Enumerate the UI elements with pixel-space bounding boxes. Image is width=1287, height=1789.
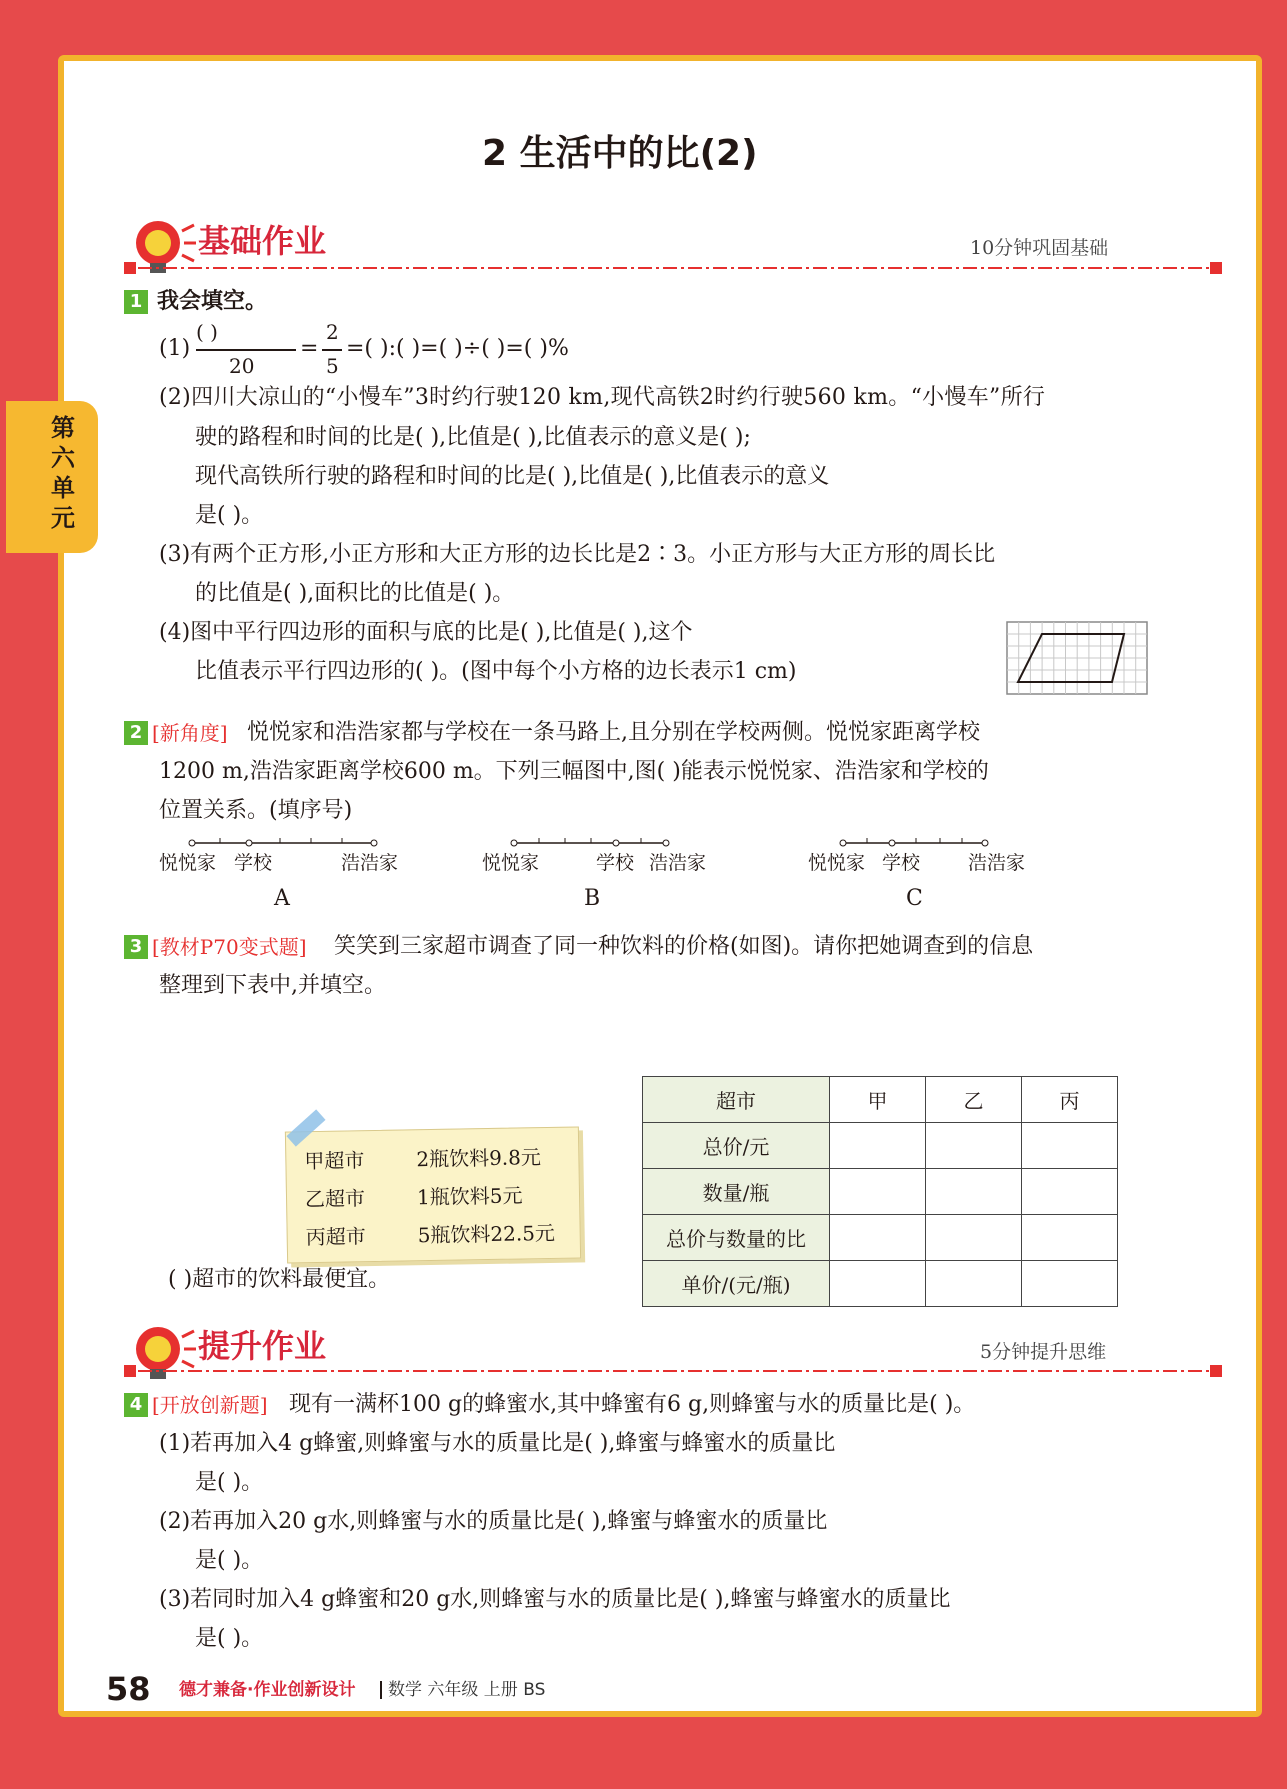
footer-divider xyxy=(380,1681,382,1699)
section-basic-title: 基础作业 xyxy=(198,222,327,260)
q1-part1-fraction2-denominator: 5 xyxy=(326,354,339,378)
table-row xyxy=(643,1215,1118,1261)
footer-brand: 德才兼备·作业创新设计 xyxy=(179,1680,356,1700)
table-answer-cell[interactable] xyxy=(926,1123,1022,1169)
unit-tab xyxy=(6,401,98,553)
question-4-tag: [开放创新题] xyxy=(152,1393,268,1417)
q4-part2-line1: (2)若再加入20 g水,则蜂蜜与水的质量比是( ),蜂蜜与蜂蜜水的质量比 xyxy=(159,1509,828,1534)
q4-part3-line1: (3)若同时加入4 g蜂蜜和20 g水,则蜂蜜与水的质量比是( ),蜂蜜与蜂蜜水的质量比 xyxy=(159,1587,951,1612)
question-3-tag: [教材P70变式题] xyxy=(152,935,307,959)
question-1-heading: 我会填空。 xyxy=(157,289,268,314)
q1-part1-fraction1-numerator: ( ) xyxy=(196,320,218,344)
unit-tab-label: 第六单元 xyxy=(51,414,75,532)
section-basic-divider xyxy=(124,261,1228,275)
diagram-b-label-school: 学校 xyxy=(596,852,635,874)
question-3-line2: 整理到下表中,并填空。 xyxy=(159,973,386,998)
table-row xyxy=(643,1261,1118,1307)
q1-part2-line3: 现代高铁所行驶的路程和时间的比是( ),比值是( ),比值表示的意义 xyxy=(195,464,830,489)
q1-part3-line1: (3)有两个正方形,小正方形和大正方形的边长比是2∶3。小正方形与大正方形的周长比 xyxy=(159,542,996,567)
q1-part3-line2: 的比值是( ),面积比的比值是( )。 xyxy=(195,581,515,606)
question-2-line2: 1200 m,浩浩家距离学校600 m。下列三幅图中,图( )能表示悦悦家、浩浩家和学校的 xyxy=(159,759,989,784)
supermarket-price-table xyxy=(642,1076,1118,1307)
section-advanced-divider xyxy=(124,1364,1228,1378)
q4-part1-line2: 是( )。 xyxy=(195,1470,264,1495)
question-4-number: 4 xyxy=(124,1393,148,1417)
question-2-tag: [新角度] xyxy=(152,721,228,745)
diagram-a-label-school: 学校 xyxy=(234,852,273,874)
q1-part2-line4: 是( )。 xyxy=(195,503,264,528)
table-row-label: 总价/元 xyxy=(643,1123,830,1169)
diagram-c-label-haohao: 浩浩家 xyxy=(968,852,1026,874)
table-row-label: 单价/(元/瓶) xyxy=(643,1261,830,1307)
diagram-a-label-haohao: 浩浩家 xyxy=(341,852,399,874)
note-row-2-store: 乙超市 xyxy=(304,1186,366,1212)
table-header-cell: 丙 xyxy=(1022,1077,1118,1123)
section-advanced-note: 5分钟提升思维 xyxy=(980,1341,1107,1363)
note-row-1-info: 2瓶饮料9.8元 xyxy=(416,1145,542,1172)
diagram-b-label-haohao: 浩浩家 xyxy=(649,852,707,874)
question-3-number: 3 xyxy=(124,935,148,959)
diagram-a-letter: A xyxy=(274,886,290,911)
table-header-cell: 超市 xyxy=(643,1077,830,1123)
table-row-label: 总价与数量的比 xyxy=(643,1215,830,1261)
table-row-label: 数量/瓶 xyxy=(643,1169,830,1215)
q4-part3-line2: 是( )。 xyxy=(195,1626,264,1651)
question-4-line1: 现有一满杯100 g的蜂蜜水,其中蜂蜜有6 g,则蜂蜜与水的质量比是( )。 xyxy=(289,1392,976,1417)
page-number: 58 xyxy=(106,1670,151,1708)
table-answer-cell[interactable] xyxy=(830,1215,926,1261)
q1-part1-label: (1) xyxy=(159,336,191,361)
diagram-b-label-yueyue: 悦悦家 xyxy=(482,852,540,874)
parallelogram-grid-figure xyxy=(1006,621,1148,695)
note-row-2-info: 1瓶饮料5元 xyxy=(416,1183,523,1210)
question-2-number: 2 xyxy=(124,721,148,745)
note-row-3-store: 丙超市 xyxy=(305,1224,366,1250)
q1-part2-line2: 驶的路程和时间的比是( ),比值是( ),比值表示的意义是( ); xyxy=(195,425,751,450)
note-row-1-store: 甲超市 xyxy=(304,1148,365,1174)
table-answer-cell[interactable] xyxy=(926,1261,1022,1307)
q1-part4-line1: (4)图中平行四边形的面积与底的比是( ),比值是( ),这个 xyxy=(159,620,693,645)
diagram-c-label-school: 学校 xyxy=(882,852,921,874)
q1-part2-line1: (2)四川大凉山的“小慢车”3时约行驶120 km,现代高铁2时约行驶560 km。“小慢车”所行 xyxy=(159,385,1046,410)
table-answer-cell[interactable] xyxy=(926,1169,1022,1215)
table-answer-cell[interactable] xyxy=(1022,1261,1118,1307)
q1-part1-equals: = xyxy=(300,336,319,361)
workbook-page xyxy=(51,55,1262,1717)
question-1-number: 1 xyxy=(124,290,148,314)
question-2-line1: 悦悦家和浩浩家都与学校在一条马路上,且分别在学校两侧。悦悦家距离学校 xyxy=(247,720,980,745)
diagram-c-letter: C xyxy=(906,886,923,911)
table-answer-cell[interactable] xyxy=(830,1169,926,1215)
diagram-a-label-yueyue: 悦悦家 xyxy=(159,852,217,874)
question-3-line1: 笑笑到三家超市调查了同一种饮料的价格(如图)。请你把她调查到的信息 xyxy=(334,934,1034,959)
question-3-answer-line: ( )超市的饮料最便宜。 xyxy=(168,1267,391,1292)
question-2-line3: 位置关系。(填序号) xyxy=(159,798,353,823)
table-answer-cell[interactable] xyxy=(1022,1215,1118,1261)
q1-part1-fraction1-denominator: 20 xyxy=(229,354,255,378)
table-answer-cell[interactable] xyxy=(926,1215,1022,1261)
table-answer-cell[interactable] xyxy=(830,1123,926,1169)
diagram-b-letter: B xyxy=(584,886,601,911)
diagram-c-label-yueyue: 悦悦家 xyxy=(808,852,866,874)
q1-part1-fraction2-numerator: 2 xyxy=(326,320,339,344)
table-answer-cell[interactable] xyxy=(830,1261,926,1307)
footer-subject: 数学 六年级 上册 BS xyxy=(388,1680,546,1700)
table-row xyxy=(643,1169,1118,1215)
q4-part1-line1: (1)若再加入4 g蜂蜜,则蜂蜜与水的质量比是( ),蜂蜜与蜂蜜水的质量比 xyxy=(159,1431,836,1456)
q1-part4-line2: 比值表示平行四边形的( )。(图中每个小方格的边长表示1 cm) xyxy=(195,659,797,684)
section-advanced-title: 提升作业 xyxy=(198,1327,327,1365)
table-header-cell: 乙 xyxy=(926,1077,1022,1123)
table-answer-cell[interactable] xyxy=(1022,1169,1118,1215)
q4-part2-line2: 是( )。 xyxy=(195,1548,264,1573)
table-row xyxy=(643,1077,1118,1123)
table-row xyxy=(643,1123,1118,1169)
table-header-cell: 甲 xyxy=(830,1077,926,1123)
q1-part1-rest: =( ):( )=( )÷( )=( )% xyxy=(346,336,569,361)
page-title: 2 生活中的比(2) xyxy=(482,133,758,174)
note-row-3-info: 5瓶饮料22.5元 xyxy=(417,1220,556,1248)
section-basic-note: 10分钟巩固基础 xyxy=(970,237,1109,259)
table-answer-cell[interactable] xyxy=(1022,1123,1118,1169)
price-sticky-note xyxy=(285,1126,581,1263)
